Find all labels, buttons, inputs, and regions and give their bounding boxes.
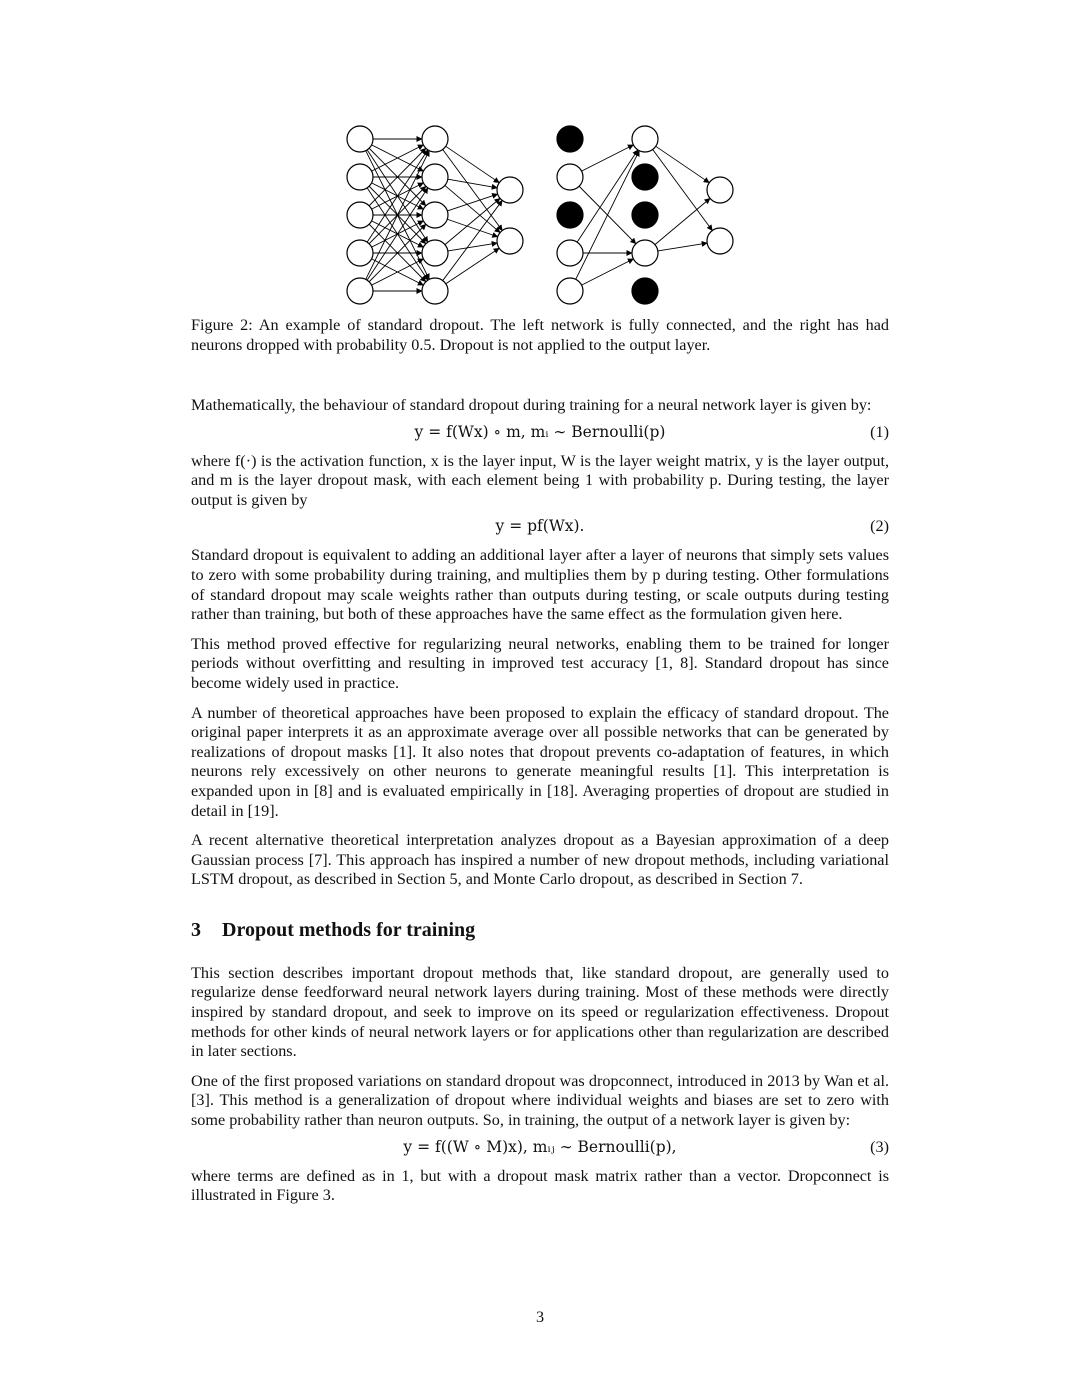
neuron <box>347 202 373 228</box>
connection-arrow <box>655 198 710 244</box>
connection-arrow <box>658 243 707 251</box>
dropped-neuron <box>632 278 658 304</box>
connection-arrow <box>577 150 638 242</box>
connection-arrow <box>582 259 634 285</box>
dropout-figure <box>330 120 750 310</box>
neuron <box>422 278 448 304</box>
neuron <box>422 202 448 228</box>
neuron <box>422 240 448 266</box>
dropped-neuron <box>632 164 658 190</box>
neuron <box>497 228 523 254</box>
connection-arrow <box>653 149 713 230</box>
neuron <box>347 278 373 304</box>
neuron <box>347 164 373 190</box>
section-heading <box>191 918 889 942</box>
neuron <box>557 278 583 304</box>
neuron <box>707 228 733 254</box>
neuron <box>632 126 658 152</box>
section-number: 3 <box>191 918 201 941</box>
network-edges <box>366 139 713 291</box>
connection-arrow <box>576 151 639 280</box>
dropout-network-diagram <box>330 120 750 310</box>
connection-arrow <box>448 243 497 251</box>
equation-expression: y = f(Wx) ∘ m, mᵢ ∼ Bernoulli(p) <box>414 422 666 441</box>
equation-expression: y = f((W ∘ M)x), mᵢⱼ ∼ Bernoulli(p), <box>403 1137 677 1156</box>
connection-arrow <box>448 179 497 188</box>
equation-1 <box>191 420 889 444</box>
body-text <box>191 396 889 1216</box>
figure-caption: Figure 2: An example of standard dropout. The left network is fully connected, and the right has had neurons dropped with probability 0.5. Dropout is not applied to the output layer. <box>191 316 889 354</box>
neuron <box>347 240 373 266</box>
paragraph: One of the first proposed variations on standard dropout was dropconnect, introduced in 2013 by Wan et al. [3]. This method is a generalization of dropout where individual weights and biases are set to zero with some probability rather than neuron outputs. So, in training, the output of a network layer is given by: <box>191 1071 889 1130</box>
neuron <box>347 126 373 152</box>
paragraph: Mathematically, the behaviour of standard dropout during training for a neural network layer is given by: <box>191 396 872 414</box>
paragraph: This method proved effective for regularizing neural networks, enabling them to be trained for longer periods without overfitting and resulting in improved test accuracy [1, 8]. Standard dropout has since become widely used in practice. <box>191 634 889 692</box>
paragraph: where terms are defined as in 1, but with a dropout mask matrix rather than a vector. Dropconnect is illustrated in Figure 3. <box>191 1166 889 1205</box>
connection-arrow <box>443 149 503 230</box>
equation-number: (1) <box>870 422 889 441</box>
paragraph: This section describes important dropout methods that, like standard dropout, are generally used to regularize dense feedforward neural network layers during training. Most of these methods were directly inspired by standard dropout, and seek to improve on its speed or regularization effectiveness. Dropout methods for other kinds of neural network layers or for applications other than regularization are described in later sections. <box>191 963 889 1061</box>
neuron <box>557 240 583 266</box>
neuron <box>707 177 733 203</box>
equation-2 <box>191 514 889 538</box>
section-title: Dropout methods for training <box>222 918 476 941</box>
paragraph: Standard dropout is equivalent to adding an additional layer after a layer of neurons that simply sets values to zero with some probability during training, and multiplies them by p during testing. Other formulations of standard dropout may scale weights rather than outputs during testing, or scale outputs during testing rather than training, but both of these approaches have the same effect as the formulation given here. <box>191 546 889 624</box>
neuron <box>422 126 448 152</box>
equation-number: (2) <box>870 517 889 536</box>
dropped-neuron <box>557 126 583 152</box>
equation-number: (3) <box>870 1137 889 1156</box>
page-number: 3 <box>535 1308 545 1326</box>
paragraph: where f(·) is the activation function, x is the layer input, W is the layer weight matrix, y is the layer output, and m is the layer dropout mask, with each element being 1 with probability p. During testing, the layer output is given by <box>191 451 889 509</box>
connection-arrow <box>443 200 502 280</box>
paragraph: A number of theoretical approaches have been proposed to explain the efficacy of standard dropout. The original paper interprets it as an approximate average over all possible networks that can be generated by realizations of dropout masks [1]. It also notes that dropout prevents co-adaptation of features, in which neurons rely excessively on other neurons to generate meaningful results [1]. This interpretation is expanded upon in [8] and is evaluated empirically in [18]. Averaging properties of dropout are studied in detail in [19]. <box>191 703 889 820</box>
neuron <box>422 164 448 190</box>
connection-arrow <box>447 194 497 211</box>
dropped-neuron <box>557 202 583 228</box>
neuron <box>557 164 583 190</box>
equation-expression: y = pf(Wx). <box>495 517 585 536</box>
dropped-neuron <box>632 202 658 228</box>
paragraph: A recent alternative theoretical interpretation analyzes dropout as a Bayesian approximation of a deep Gaussian process [7]. This approach has inspired a number of new dropout methods, including variational LSTM dropout, as described in Section 5, and Monte Carlo dropout, as described in Section 7. <box>191 831 889 889</box>
neuron <box>632 240 658 266</box>
equation-3 <box>191 1135 889 1159</box>
connection-arrow <box>582 145 634 171</box>
neuron <box>497 177 523 203</box>
